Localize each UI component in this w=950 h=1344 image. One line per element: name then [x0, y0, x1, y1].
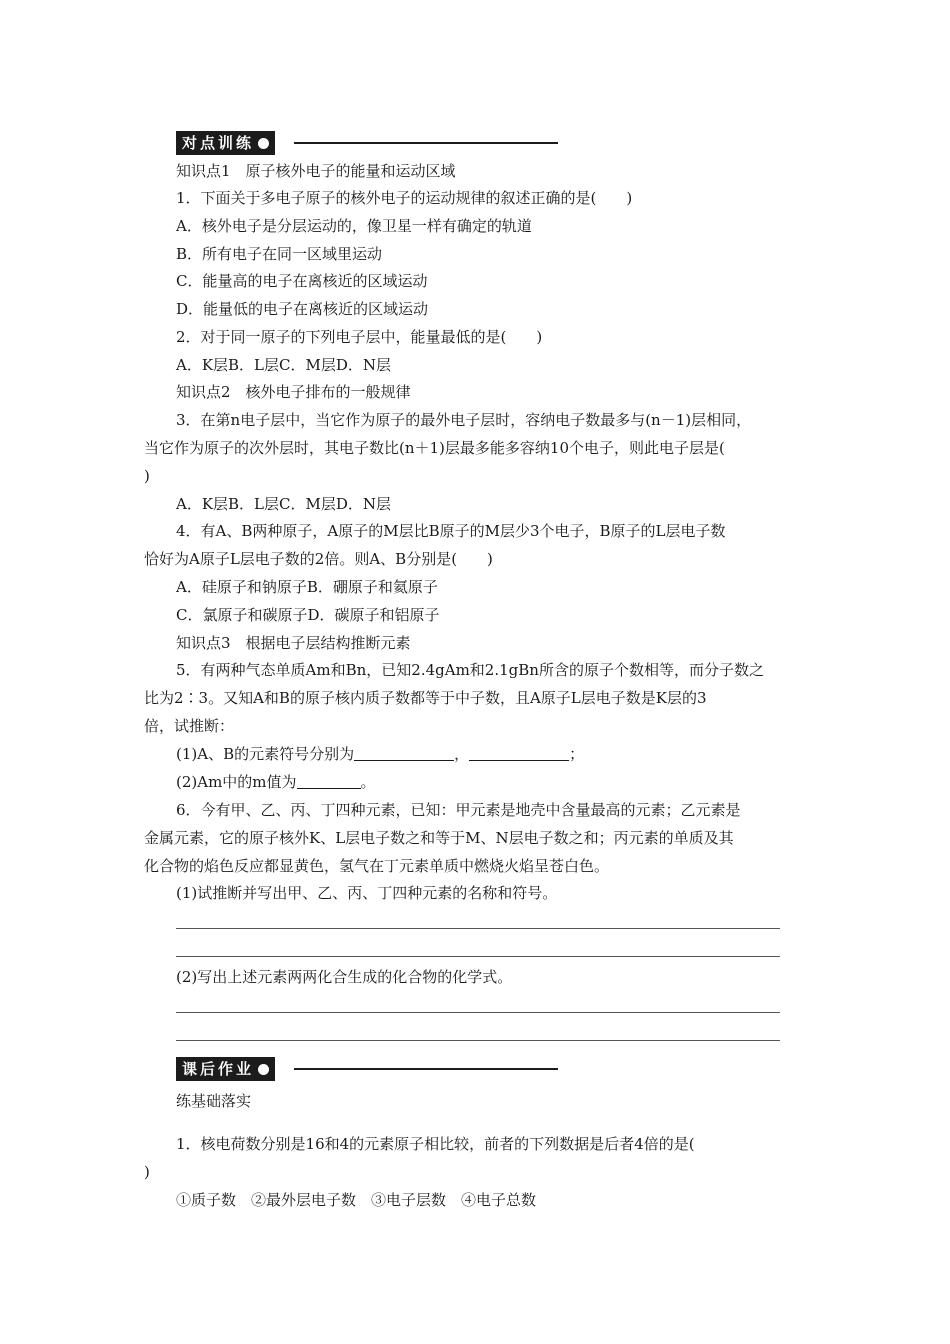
- question-2: 2．对于同一原子的下列电子层中，能量最低的是( ): [176, 328, 543, 346]
- question-6-line-2: 金属元素，它的原子核外K、L层电子数之和等于M、N层电子数之和；丙元素的单质及其: [144, 829, 734, 847]
- question-6-part-1: (1)试推断并写出甲、乙、丙、丁四种元素的名称和符号。: [176, 884, 558, 902]
- question-6-line-1: 6．今有甲、乙、丙、丁四种元素，已知：甲元素是地壳中含量最高的元素；乙元素是: [176, 801, 741, 819]
- knowledge-point-3: 知识点3 根据电子层结构推断元素: [176, 634, 411, 652]
- answer-line[interactable]: [176, 1040, 780, 1041]
- answer-line[interactable]: [176, 1012, 780, 1013]
- question-4-line-1: 4．有A、B两种原子，A原子的M层比B原子的M层少3个电子，B原子的L层电子数: [176, 522, 726, 540]
- options-4ab: A．硅原子和钠原子B．硼原子和氦原子: [176, 578, 438, 596]
- question-3-line-2: 当它作为原子的次外层时，其电子数比(n＋1)层最多能多容纳10个电子，则此电子层是(: [144, 439, 725, 457]
- bullet-dot-icon: [258, 1064, 269, 1075]
- question-3-line-1: 3．在第n电子层中，当它作为原子的最外电子层时，容纳电子数最多与(n－1)层相同，: [176, 411, 752, 429]
- question-5-line-1: 5．有两种气态单质Am和Bn，已知2.4gAm和2.1gBn所含的原子个数相等，而分子数之: [176, 661, 764, 679]
- practice-section-header: [176, 131, 558, 155]
- question-1: 1．下面关于多电子原子的核外电子的运动规律的叙述正确的是( ): [176, 189, 633, 207]
- option-1d: D．能量低的电子在离核近的区域运动: [176, 300, 429, 318]
- knowledge-point-1: 知识点1 原子核外电子的能量和运动区域: [176, 162, 456, 180]
- homework-header-label: 课后作业: [176, 1057, 275, 1081]
- header-rule: [294, 142, 558, 144]
- header-rule: [294, 1068, 558, 1070]
- options-2: A．K层B．L层C．M层D．N层: [176, 356, 392, 374]
- question-3-line-3: ): [144, 467, 150, 485]
- question-6-line-3: 化合物的焰色反应都显黄色，氢气在丁元素单质中燃烧火焰呈苍白色。: [144, 857, 610, 875]
- basic-practice-title: 练基础落实: [176, 1092, 252, 1110]
- answer-blank-a[interactable]: [354, 744, 454, 761]
- option-1a: A．核外电子是分层运动的，像卫星一样有确定的轨道: [176, 217, 532, 235]
- options-4cd: C．氯原子和碳原子D．碳原子和铝原子: [176, 606, 440, 624]
- question-4-line-2: 恰好为A原子L层电子数的2倍。则A、B分别是( ): [144, 550, 493, 568]
- homework-section-header: [176, 1057, 558, 1081]
- option-1b: B．所有电子在同一区域里运动: [176, 245, 383, 263]
- answer-line[interactable]: [176, 956, 780, 957]
- options-3: A．K层B．L层C．M层D．N层: [176, 495, 392, 513]
- question-5-part-2: (2)Am中的m值为 。: [176, 773, 376, 791]
- answer-line[interactable]: [176, 928, 780, 929]
- question-5-line-3: 倍，试推断：: [144, 717, 235, 735]
- question-5-line-2: 比为2∶3。又知A和B的原子核内质子数都等于中子数，且A原子L层电子数是K层的3: [144, 689, 707, 707]
- homework-options-1: ①质子数 ②最外层电子数 ③电子层数 ④电子总数: [176, 1191, 537, 1209]
- question-6-part-2: (2)写出上述元素两两化合生成的化合物的化学式。: [176, 968, 513, 986]
- homework-question-1-line-1: 1．核电荷数分别是16和4的元素原子相比较，前者的下列数据是后者4倍的是(: [176, 1135, 695, 1153]
- option-1c: C．能量高的电子在离核近的区域运动: [176, 272, 428, 290]
- practice-header-label: 对点训练: [176, 131, 275, 155]
- bullet-dot-icon: [258, 138, 269, 149]
- homework-question-1-line-2: ): [144, 1163, 150, 1181]
- question-5-part-1: (1)A、B的元素符号分别为 ， ；: [176, 745, 585, 763]
- knowledge-point-2: 知识点2 核外电子排布的一般规律: [176, 383, 411, 401]
- answer-blank-m[interactable]: [297, 772, 361, 789]
- answer-blank-b[interactable]: [469, 744, 569, 761]
